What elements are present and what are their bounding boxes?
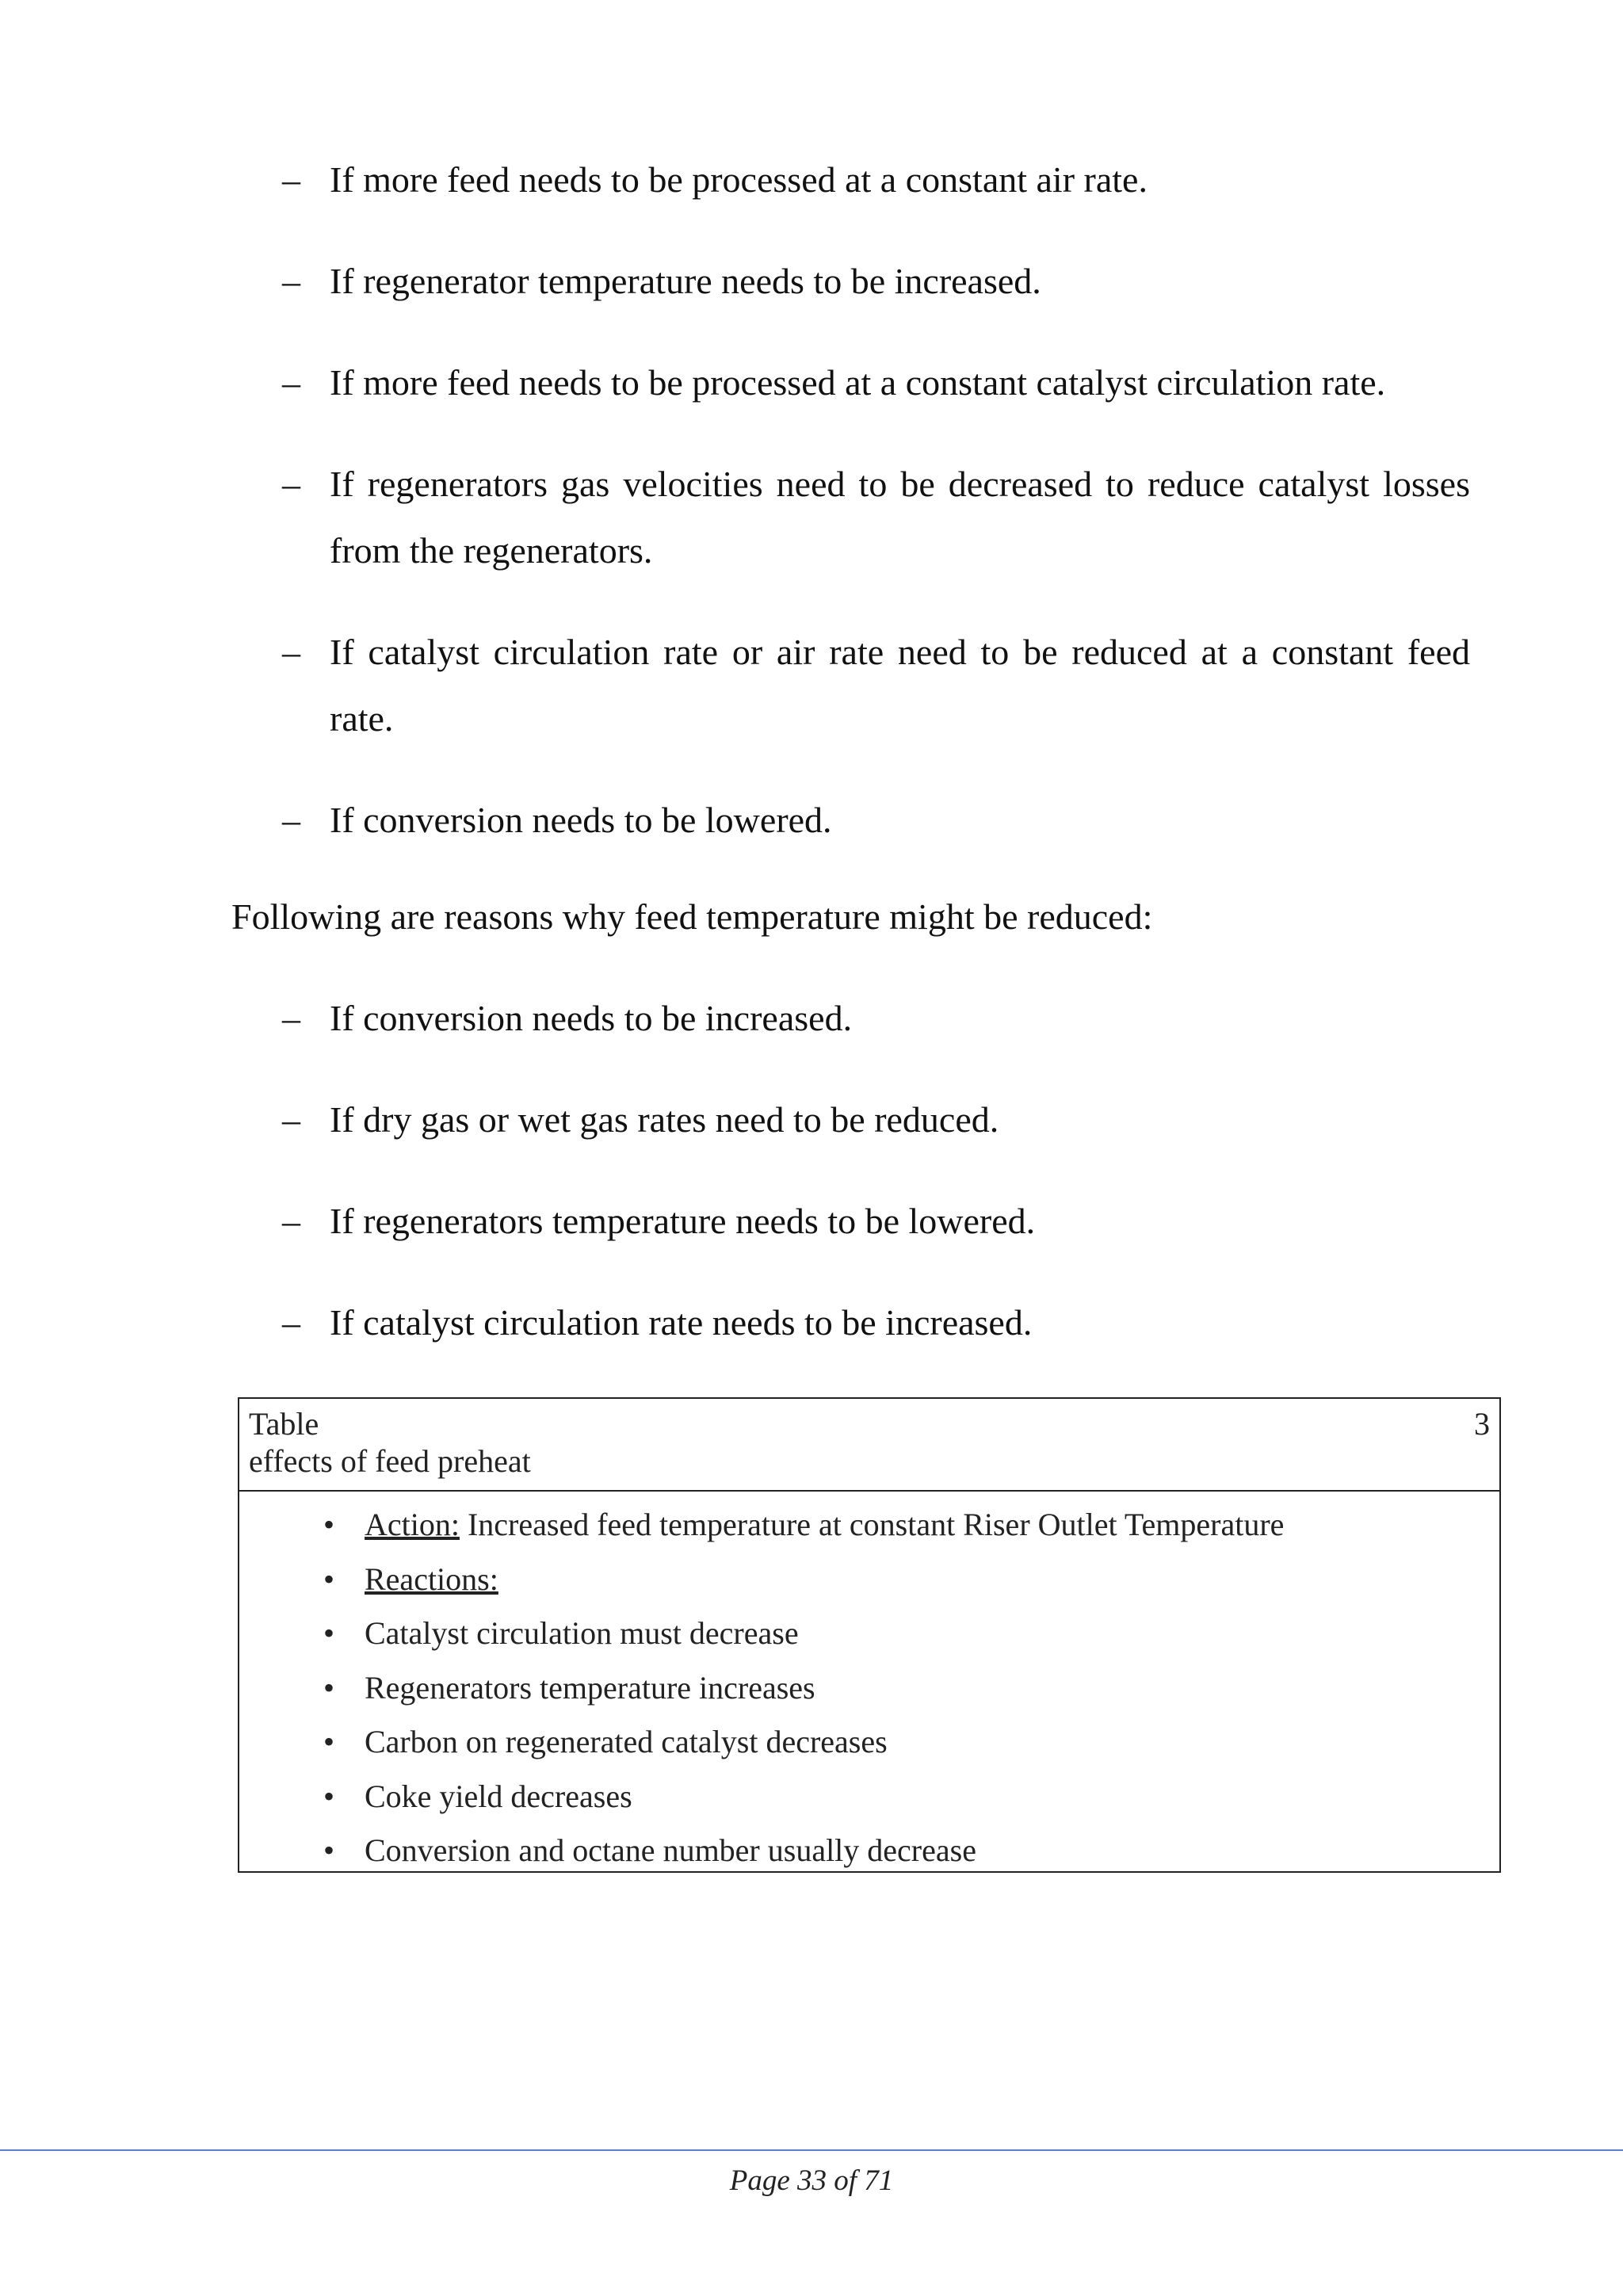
intro-paragraph: Following are reasons why feed temperature might be reduced: xyxy=(231,896,1153,937)
list-item xyxy=(277,619,1470,752)
dash-bullet-icon: – xyxy=(282,1099,300,1140)
footer-divider xyxy=(0,2149,1623,2151)
list-item xyxy=(277,350,1470,416)
dash-bullet-icon: – xyxy=(282,998,300,1038)
bullet-icon: • xyxy=(323,1778,335,1814)
bullet-icon: • xyxy=(323,1615,335,1651)
table-list-item xyxy=(239,1770,1499,1824)
list-item-text: If catalyst circulation rate needs to be increased. xyxy=(330,1302,1033,1343)
dash-bullet-icon: – xyxy=(282,362,300,403)
dash-list-increase-reasons xyxy=(277,147,1470,854)
dash-bullet-icon: – xyxy=(282,632,300,672)
dash-bullet-icon: – xyxy=(282,800,300,840)
bullet-icon: • xyxy=(323,1724,335,1759)
page-number: Page 33 of 71 xyxy=(729,2164,894,2197)
bullet-icon: • xyxy=(323,1561,335,1597)
list-item-text: If regenerator temperature needs to be increased. xyxy=(330,261,1041,301)
reactions-label: Reactions: xyxy=(365,1561,498,1597)
dash-bullet-icon: – xyxy=(282,1201,300,1241)
list-item xyxy=(277,985,1470,1052)
list-item xyxy=(277,451,1470,584)
table-action-item xyxy=(239,1498,1499,1553)
table-list-item xyxy=(239,1824,1499,1878)
table-item-text: Conversion and octane number usually decrease xyxy=(365,1832,976,1868)
table-item-text: Carbon on regenerated catalyst decreases xyxy=(365,1724,888,1759)
list-item-text: If more feed needs to be processed at a constant air rate. xyxy=(330,159,1148,200)
table-list-item xyxy=(239,1661,1499,1716)
list-item xyxy=(277,248,1470,315)
list-item xyxy=(277,787,1470,854)
list-item xyxy=(277,1087,1470,1153)
table-list-item xyxy=(239,1606,1499,1661)
action-text: Increased feed temperature at constant Riser Outlet Temperature xyxy=(459,1507,1285,1542)
table-item-text: Coke yield decreases xyxy=(365,1778,632,1814)
list-item-text: If regenerators gas velocities need to be decreased to reduce catalyst losses from the regenerators. xyxy=(330,464,1470,571)
table-bullet-list xyxy=(239,1492,1499,1878)
list-item xyxy=(277,1289,1470,1356)
list-item-text: If conversion needs to be lowered. xyxy=(330,800,832,840)
list-item-text: If more feed needs to be processed at a constant catalyst circulation rate. xyxy=(330,362,1386,403)
list-item-text: If catalyst circulation rate or air rate need to be reduced at a constant feed rate. xyxy=(330,632,1470,739)
dash-bullet-icon: – xyxy=(282,1302,300,1343)
bullet-icon: • xyxy=(323,1832,335,1868)
table-caption: effects of feed preheat xyxy=(249,1443,531,1479)
table-header xyxy=(239,1399,1499,1492)
table-list-item xyxy=(239,1715,1499,1770)
dash-bullet-icon: – xyxy=(282,159,300,200)
list-item-text: If regenerators temperature needs to be lowered. xyxy=(330,1201,1036,1241)
dash-bullet-icon: – xyxy=(282,261,300,301)
dash-bullet-icon: – xyxy=(282,464,300,504)
list-item xyxy=(277,147,1470,213)
list-item xyxy=(277,1188,1470,1255)
table-number: 3 xyxy=(1474,1406,1490,1442)
table-item-text: Regenerators temperature increases xyxy=(365,1669,815,1706)
action-label: Action: xyxy=(365,1507,460,1542)
table-label: Table xyxy=(249,1406,319,1442)
dash-list-reduce-reasons xyxy=(277,985,1470,1356)
list-item-text: If dry gas or wet gas rates need to be reduced. xyxy=(330,1099,999,1140)
list-item-text: If conversion needs to be increased. xyxy=(330,998,853,1038)
bullet-icon: • xyxy=(323,1507,335,1542)
table-item-text: Catalyst circulation must decrease xyxy=(365,1615,799,1651)
table-reactions-item xyxy=(239,1553,1499,1607)
bullet-icon: • xyxy=(323,1669,335,1706)
feed-preheat-table xyxy=(238,1397,1501,1873)
